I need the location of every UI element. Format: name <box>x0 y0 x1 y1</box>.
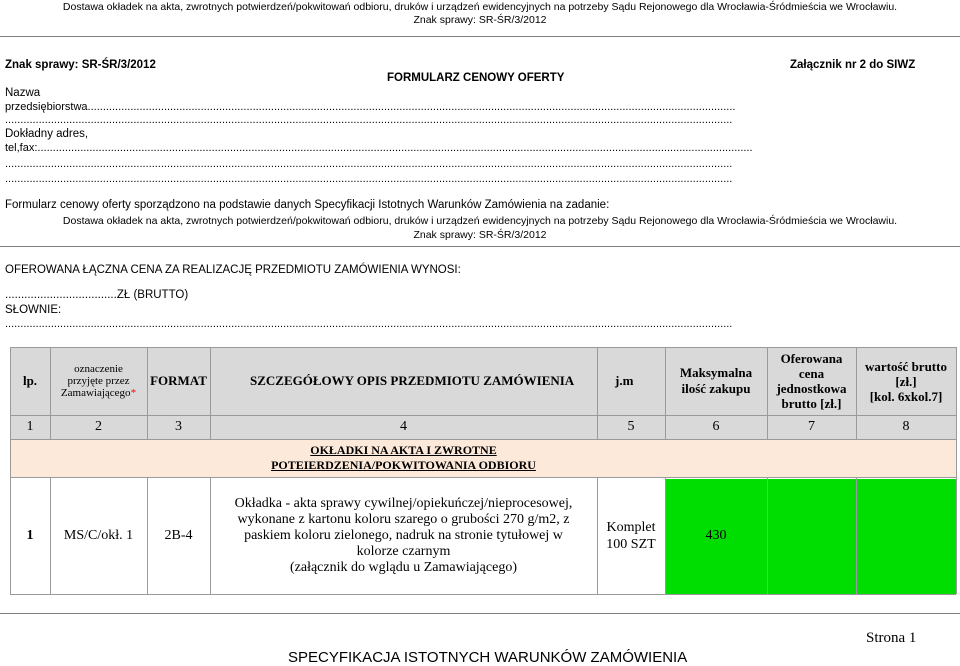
row-description-line: (załącznik do wglądu u Zamawiającego) <box>289 559 517 575</box>
asterisk: * <box>130 387 137 399</box>
case-number: Znak sprawy: SR-ŚR/3/2012 <box>5 59 156 71</box>
row-lp: 1 <box>26 527 34 543</box>
intro-text: Formularz cenowy oferty sporządzono na podstawie danych Specyfikacji Istotnych Warunków Zamówienia na zadanie: <box>5 199 610 211</box>
col-header-description-text: SZCZEGÓŁOWY OPIS PRZEDMIOTU ZAMÓWIENIA <box>250 373 575 388</box>
col-header-code-text: Zamawiającego <box>60 387 131 399</box>
col-header-format: FORMAT <box>150 373 207 388</box>
row-quantity: 430 <box>705 527 727 543</box>
annex-label: Załącznik nr 2 do SIWZ <box>790 59 916 71</box>
header-title: Dostawa okładek na akta, zwrotnych potwierdzeń/pokwitowań odbioru, druków i urządzeń ewidencyjnych na potrzeby Sądu Rejonowego dla Wrocławia-Śródmieścia we Wrocławiu. <box>62 1 898 13</box>
divider <box>0 36 960 37</box>
col-header-total <box>856 347 956 415</box>
col-header-total-line: [zł.] <box>895 373 917 389</box>
col-header-description <box>210 347 597 415</box>
form-title: FORMULARZ CENOWY OFERTY <box>387 72 565 84</box>
col-header-code-line: przyjęte przez <box>67 375 130 387</box>
section-heading-line: OKŁADKI NA AKTA I ZWROTNE <box>310 443 497 457</box>
col-number: 6 <box>712 419 720 434</box>
address-dots[interactable]: .............................................................................................................................................................................................................................................. <box>5 158 733 170</box>
company-dots[interactable]: .............................................................................................................................................................................................................................................. <box>5 114 733 126</box>
page-number: Strona 1 <box>866 630 917 646</box>
address-dots-2[interactable]: .............................................................................................................................................................................................................................................. <box>5 173 733 185</box>
row-format: 2B-4 <box>164 527 193 543</box>
row-total[interactable] <box>856 477 956 594</box>
col-number: 4 <box>400 419 407 434</box>
col-header-unit-price-line: cena <box>798 366 825 381</box>
col-header-total-line: wartość brutto <box>865 358 947 374</box>
row-description <box>210 477 597 594</box>
col-number: 2 <box>95 419 102 434</box>
task-title: Dostawa okładek na akta, zwrotnych potwierdzeń/pokwitowań odbioru, druków i urządzeń ewidencyjnych na potrzeby Sądu Rejonowego dla Wrocławia-Śródmieścia we Wrocławiu. <box>62 215 898 227</box>
row-description-line: Okładka - akta sprawy cywilnej/opiekuńczej/nieprocesowej, <box>234 495 573 511</box>
col-number: 1 <box>26 419 34 434</box>
footer-spec-title: SPECYFIKACJA ISTOTNYCH WARUNKÓW ZAMÓWIENIA <box>288 649 688 666</box>
col-number: 7 <box>808 419 815 434</box>
col-header-unit-price <box>767 347 856 415</box>
footer-divider <box>0 613 960 614</box>
col-header-quantity <box>665 347 767 415</box>
price-table <box>10 347 956 594</box>
section-heading <box>210 439 597 477</box>
col-header-lp: lp. <box>22 373 38 388</box>
col-header-quantity-line: Maksymalna <box>679 365 753 380</box>
col-header-unit: j.m <box>615 373 634 388</box>
address-field[interactable]: tel,fax:.......................................................................................................................................................................................................................................... <box>5 142 753 154</box>
col-header-code-line: oznaczenie <box>74 363 123 375</box>
row-unit-line: 100 SZT <box>606 536 656 552</box>
task-case-number: Znak sprawy: SR-ŚR/3/2012 <box>413 229 547 241</box>
col-header-unit-price-line: Oferowana <box>780 351 843 366</box>
address-label: Dokładny adres, <box>5 128 89 140</box>
row-description-line: wykonane z kartonu koloru szarego o grubości 270 g/m2, z <box>237 511 570 527</box>
col-header-unit-price-line: brutto [zł.] <box>781 396 842 411</box>
col-number: 8 <box>902 419 910 434</box>
row-unit-line: Komplet <box>606 519 656 535</box>
col-header-code-line <box>61 387 136 399</box>
words-field[interactable]: .............................................................................................................................................................................................................................................. <box>5 318 733 330</box>
row-description-line: kolorze czarnym <box>356 543 451 559</box>
divider <box>0 246 960 247</box>
row-description-line: paskiem koloru zielonego, nadruk na stronie tytułowej w <box>244 527 563 543</box>
col-header-code <box>50 347 147 415</box>
col-header-quantity-line: ilość zakupu <box>681 381 751 396</box>
col-number: 3 <box>175 419 182 434</box>
header-case-number: Znak sprawy: SR-ŚR/3/2012 <box>413 14 547 26</box>
section-heading-line: POTEIERDZENIA/POKWITOWANIA ODBIORU <box>271 458 536 472</box>
company-field[interactable]: przedsiębiorstwa.................................................................................................................................................................................................................... <box>5 101 736 113</box>
row-code: MS/C/okł. 1 <box>63 527 134 543</box>
col-header-unit-price-line: jednostkowa <box>776 381 847 396</box>
col-number: 5 <box>627 419 635 434</box>
words-label: SŁOWNIE: <box>5 304 62 316</box>
col-header-total-line: [kol. 6xkol.7] <box>869 388 943 404</box>
row-unit <box>597 477 665 594</box>
row-unit-price[interactable] <box>767 477 856 594</box>
brutto-field[interactable]: ...................................ZŁ (BRUTTO) <box>5 289 189 301</box>
company-label: Nazwa <box>5 87 41 99</box>
total-price-heading: OFEROWANA ŁĄCZNA CENA ZA REALIZACJĘ PRZEDMIOTU ZAMÓWIENIA WYNOSI: <box>5 264 461 276</box>
